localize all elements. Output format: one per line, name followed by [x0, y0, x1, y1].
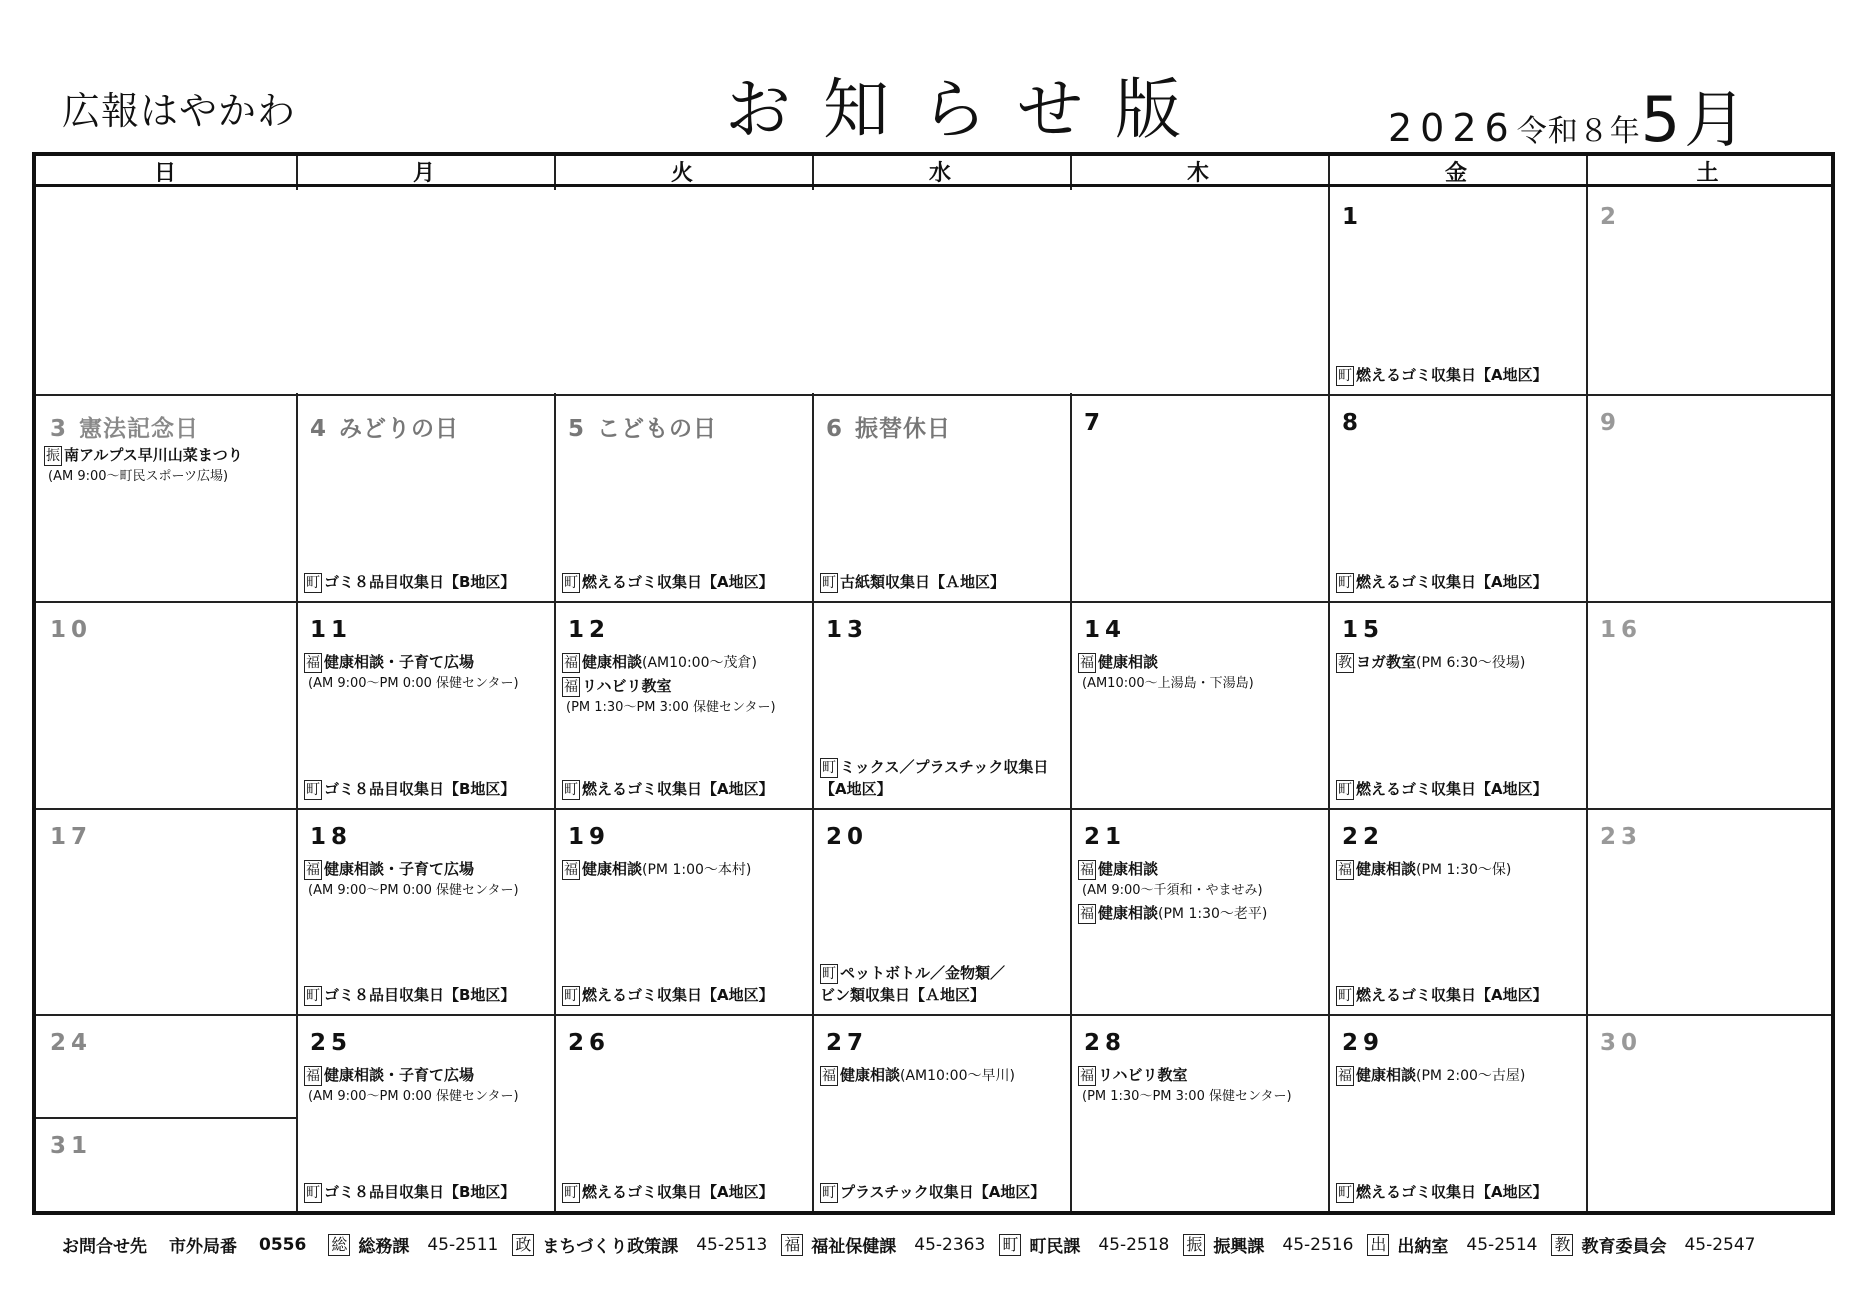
day-cell-14[interactable] [1070, 601, 1328, 808]
event-title: 健康相談・子育て広場 [324, 653, 475, 671]
contact-0 [328, 1232, 498, 1257]
event-title: 健康相談 [1356, 860, 1417, 878]
area-code-label: 市外局番 [169, 1237, 237, 1257]
weekday-saturday: 土 [1696, 160, 1721, 186]
event-title: 健康相談・子育て広場 [324, 860, 475, 878]
event-detail: (PM 6:30～役場) [1416, 655, 1526, 671]
collection-text: ペットボトル／金物類／ [840, 964, 1006, 982]
dept-tag-icon: 福 [1080, 862, 1094, 878]
dept-tag-icon: 町 [822, 1185, 836, 1201]
day-cell-11[interactable] [296, 601, 554, 808]
event-item[interactable] [1336, 1065, 1582, 1086]
page-title: お知らせ版 [725, 71, 1214, 148]
day-number: 9 [1600, 410, 1622, 436]
event-item[interactable] [44, 445, 292, 466]
weekday-friday: 金 [1444, 160, 1469, 186]
day-number: 25 [310, 1030, 353, 1056]
collection-notice [1336, 984, 1582, 1006]
dept-tag-icon: 政 [512, 1234, 534, 1256]
collection-text: 燃えるゴミ収集日【A地区】 [582, 573, 774, 591]
dept-tag-icon: 教 [1338, 655, 1352, 671]
event-title: 健康相談 [1098, 860, 1159, 878]
day-cell-7[interactable] [1070, 394, 1328, 601]
publication-name: 広報はやかわ [62, 89, 297, 133]
day-number: 10 [50, 617, 93, 643]
collection-notice [304, 778, 550, 800]
event-detail: (PM 2:00～古屋) [1416, 1068, 1526, 1084]
collection-text: 燃えるゴミ収集日【A地区】 [1356, 780, 1548, 798]
dept-tag-icon: 福 [564, 655, 578, 671]
dept-phone: 45-2547 [1684, 1234, 1756, 1255]
event-item[interactable] [304, 652, 550, 673]
contact-5 [1367, 1232, 1537, 1257]
dept-phone: 45-2518 [1098, 1234, 1170, 1255]
collection-notice [1336, 778, 1582, 800]
dept-tag-icon: 町 [306, 575, 320, 591]
event-detail: (AM10:00～茂倉) [642, 655, 757, 671]
day-number: 26 [568, 1030, 611, 1056]
event-item[interactable] [1078, 1065, 1324, 1086]
era-year: 令和８年 [1516, 114, 1641, 149]
event-item[interactable] [1078, 903, 1324, 924]
dept-tag-icon: 町 [1338, 782, 1352, 798]
day-number: 19 [568, 824, 611, 850]
dept-tag-icon: 福 [1080, 1068, 1094, 1084]
dept-name: 福祉保健課 [811, 1237, 897, 1257]
event-title: 健康相談 [582, 653, 643, 671]
dept-tag-icon: 町 [1338, 368, 1352, 384]
event-detail: (PM 1:30～保) [1416, 862, 1512, 878]
day-cell-31[interactable] [36, 1117, 296, 1211]
event-title: 健康相談 [1098, 904, 1159, 922]
dept-phone: 45-2511 [427, 1234, 499, 1255]
dept-tag-icon: 総 [328, 1234, 350, 1256]
collection-line [1336, 1181, 1582, 1203]
day-cell-3[interactable] [36, 394, 296, 601]
collection-notice [562, 571, 808, 593]
day-number: 22 [1342, 824, 1385, 850]
collection-line [820, 1181, 1066, 1203]
day-number [826, 410, 951, 443]
day-number: 14 [1084, 617, 1127, 643]
dept-phone: 45-2516 [1282, 1234, 1354, 1255]
dept-tag-icon: 町 [564, 988, 578, 1004]
event-item[interactable] [820, 1065, 1066, 1086]
collection-line [1336, 778, 1582, 800]
dept-tag-icon: 町 [306, 988, 320, 1004]
collection-notice [562, 778, 808, 800]
dept-tag-icon: 出 [1367, 1234, 1389, 1256]
event-item[interactable] [1078, 859, 1324, 880]
weekday-thursday: 木 [1186, 160, 1211, 186]
dept-tag-icon: 福 [781, 1234, 803, 1256]
dept-tag-icon: 福 [306, 655, 320, 671]
dept-tag-icon: 福 [306, 862, 320, 878]
collection-line [820, 962, 1066, 984]
dept-tag-icon: 福 [1338, 862, 1352, 878]
collection-line [304, 571, 550, 593]
collection-notice [820, 571, 1066, 593]
day-cell-6[interactable] [812, 394, 1070, 601]
day-cell-27[interactable] [812, 1014, 1070, 1211]
collection-text: 燃えるゴミ収集日【A地区】 [582, 780, 774, 798]
event-detail: (AM 9:00～PM 0:00 保健センター) [308, 676, 519, 691]
collection-text: ゴミ８品目収集日【B地区】 [324, 1183, 516, 1201]
dept-tag-icon: 福 [822, 1068, 836, 1084]
dept-name: まちづくり政策課 [542, 1237, 679, 1257]
collection-notice [304, 984, 550, 1006]
event-list [1078, 1062, 1324, 1106]
day-cell-29[interactable] [1328, 1014, 1586, 1211]
event-detail: (PM 1:30～PM 3:00 保健センター) [1082, 1089, 1292, 1104]
contact-2 [781, 1232, 985, 1257]
event-detail: (AM10:00～上湯島・下湯島) [1082, 676, 1254, 691]
day-cell-1[interactable] [1328, 188, 1586, 394]
day-number: 28 [1084, 1030, 1127, 1056]
day-number: 18 [310, 824, 353, 850]
collection-notice [304, 1181, 550, 1203]
day-number: 27 [826, 1030, 869, 1056]
collection-line [1336, 571, 1582, 593]
dept-name: 町民課 [1029, 1237, 1081, 1257]
event-title: リハビリ教室 [582, 677, 672, 695]
day-number: 23 [1600, 824, 1643, 850]
weekday-wednesday: 水 [928, 160, 953, 186]
day-number-text: 3 [50, 416, 72, 442]
weekday-tuesday: 火 [670, 160, 695, 186]
collection-text: 燃えるゴミ収集日【A地区】 [1356, 986, 1548, 1004]
event-title: 健康相談 [582, 860, 643, 878]
collection-text: ゴミ８品目収集日【B地区】 [324, 780, 516, 798]
dept-tag-icon: 町 [306, 782, 320, 798]
collection-text: 古紙類収集日【Ａ地区】 [840, 573, 1006, 591]
collection-line [562, 571, 808, 593]
collection-line [562, 1181, 808, 1203]
day-cell-19[interactable] [554, 808, 812, 1014]
dept-tag-icon: 福 [306, 1068, 320, 1084]
day-number [568, 410, 717, 443]
day-number: 7 [1084, 410, 1106, 436]
collection-line [304, 984, 550, 1006]
event-title: リハビリ教室 [1098, 1066, 1188, 1084]
day-cell-25[interactable] [296, 1014, 554, 1211]
collection-text: ゴミ８品目収集日【B地区】 [324, 573, 516, 591]
day-number: 1 [1342, 204, 1364, 230]
day-number-text: 4 [310, 416, 332, 442]
collection-notice [1336, 1181, 1582, 1203]
day-number: 20 [826, 824, 869, 850]
event-list [304, 1062, 550, 1106]
event-list [304, 856, 550, 900]
day-cell-28[interactable] [1070, 1014, 1328, 1211]
event-title: 健康相談 [1356, 1066, 1417, 1084]
event-detail: (AM 9:00～町民スポーツ広場) [48, 469, 229, 484]
event-list [562, 856, 808, 880]
event-detail: (PM 1:30～PM 3:00 保健センター) [566, 700, 776, 715]
event-item[interactable] [562, 859, 808, 880]
holiday-name: こどもの日 [597, 416, 718, 442]
day-number: 29 [1342, 1030, 1385, 1056]
calendar-grid [32, 152, 1835, 1215]
collection-line [820, 571, 1066, 593]
day-number: 21 [1084, 824, 1127, 850]
day-cell-20[interactable] [812, 808, 1070, 1014]
day-cell-24[interactable] [36, 1014, 296, 1117]
event-list [562, 649, 808, 717]
year: 2026 [1388, 106, 1517, 150]
dept-tag-icon: 福 [1080, 655, 1094, 671]
collection-text: 燃えるゴミ収集日【A地区】 [582, 1183, 774, 1201]
day-cell-2[interactable] [1586, 188, 1831, 394]
day-number: 17 [50, 824, 93, 850]
event-item[interactable] [1336, 859, 1582, 880]
dept-tag-icon: 福 [1080, 906, 1094, 922]
event-title: ヨガ教室 [1356, 653, 1417, 671]
dept-tag-icon: 振 [1183, 1234, 1205, 1256]
month-heading [1388, 70, 1750, 159]
event-list [1336, 856, 1582, 880]
collection-notice [820, 756, 1066, 800]
event-list [304, 649, 550, 693]
collection-text: ゴミ８品目収集日【B地区】 [324, 986, 516, 1004]
event-detail: (AM 9:00～PM 0:00 保健センター) [308, 1089, 519, 1104]
collection-line [562, 778, 808, 800]
event-list [820, 1062, 1066, 1086]
collection-notice [562, 1181, 808, 1203]
day-cell-21[interactable] [1070, 808, 1328, 1014]
day-cell-4[interactable] [296, 394, 554, 601]
collection-notice [304, 571, 550, 593]
day-cell-30[interactable] [1586, 1014, 1831, 1211]
collection-text: ビン類収集日【Ａ地区】 [820, 986, 986, 1004]
empty-days-area [36, 190, 1327, 393]
day-number: 2 [1600, 204, 1622, 230]
event-detail: (PM 1:30～老平) [1158, 906, 1268, 922]
dept-tag-icon: 町 [1338, 575, 1352, 591]
area-code: 0556 [259, 1234, 307, 1255]
collection-line [562, 984, 808, 1006]
collection-text: 【A地区】 [820, 780, 892, 798]
dept-phone: 45-2363 [914, 1234, 986, 1255]
collection-text: 燃えるゴミ収集日【A地区】 [582, 986, 774, 1004]
day-number: 15 [1342, 617, 1385, 643]
month: 5月 [1640, 83, 1751, 156]
dept-tag-icon: 町 [1338, 988, 1352, 1004]
day-number: 24 [50, 1030, 93, 1056]
dept-tag-icon: 教 [1551, 1234, 1573, 1256]
dept-tag-icon: 町 [822, 575, 836, 591]
day-number-text: 5 [568, 416, 590, 442]
dept-tag-icon: 町 [999, 1234, 1021, 1256]
collection-notice [820, 1181, 1066, 1203]
event-list [44, 442, 292, 486]
event-title: 南アルプス早川山菜まつり [64, 446, 243, 464]
day-number: 11 [310, 617, 353, 643]
collection-text: 燃えるゴミ収集日【A地区】 [1356, 573, 1548, 591]
collection-notice [1336, 571, 1582, 593]
collection-line [1336, 984, 1582, 1006]
collection-notice [562, 984, 808, 1006]
dept-tag-icon: 福 [564, 679, 578, 695]
dept-tag-icon: 町 [822, 760, 836, 776]
collection-line [1336, 364, 1582, 386]
event-item[interactable] [562, 676, 808, 697]
day-number: 30 [1600, 1030, 1643, 1056]
collection-line [820, 984, 1066, 1006]
day-number: 8 [1342, 410, 1364, 436]
collection-line [820, 778, 1066, 800]
holiday-name: 憲法記念日 [79, 416, 200, 442]
dept-phone: 45-2514 [1466, 1234, 1538, 1255]
day-cell-8[interactable] [1328, 394, 1586, 601]
day-number-text: 6 [826, 416, 848, 442]
dept-name: 出納室 [1397, 1237, 1449, 1257]
dept-tag-icon: 町 [564, 1185, 578, 1201]
contact-label: お問合せ先 [62, 1237, 147, 1257]
event-title: 健康相談 [840, 1066, 901, 1084]
dept-name: 教育委員会 [1581, 1237, 1667, 1257]
event-item[interactable] [1336, 652, 1582, 673]
weekday-sunday: 日 [153, 160, 178, 186]
day-cell-9[interactable] [1586, 394, 1831, 601]
weekday-monday: 月 [412, 160, 437, 186]
event-item[interactable] [304, 859, 550, 880]
dept-tag-icon: 福 [564, 862, 578, 878]
event-list [1336, 1062, 1582, 1086]
collection-text: 燃えるゴミ収集日【A地区】 [1356, 1183, 1548, 1201]
dept-name: 総務課 [358, 1237, 410, 1257]
event-list [1336, 649, 1582, 673]
contact-footer [62, 1232, 1770, 1257]
dept-name: 振興課 [1213, 1237, 1265, 1257]
day-number: 12 [568, 617, 611, 643]
dept-tag-icon: 町 [564, 575, 578, 591]
contact-6 [1551, 1232, 1755, 1257]
day-number: 31 [50, 1133, 93, 1159]
collection-line [304, 1181, 550, 1203]
event-item[interactable] [1078, 652, 1324, 673]
day-number [310, 410, 459, 443]
day-cell-5[interactable] [554, 394, 812, 601]
event-detail: (AM10:00～早川) [900, 1068, 1015, 1084]
dept-tag-icon: 町 [1338, 1185, 1352, 1201]
collection-line [820, 756, 1066, 778]
dept-tag-icon: 町 [564, 782, 578, 798]
day-cell-17[interactable] [36, 808, 296, 1014]
day-cell-23[interactable] [1586, 808, 1831, 1014]
day-cell-26[interactable] [554, 1014, 812, 1211]
contact-1 [512, 1232, 767, 1257]
contact-4 [1183, 1232, 1353, 1257]
day-cell-15[interactable] [1328, 601, 1586, 808]
collection-notice [1336, 364, 1582, 386]
dept-phone: 45-2513 [696, 1234, 768, 1255]
event-detail: (PM 1:00～本村) [642, 862, 752, 878]
collection-text: プラスチック収集日【A地区】 [840, 1183, 1046, 1201]
collection-notice [820, 962, 1066, 1006]
event-item[interactable] [562, 652, 808, 673]
day-cell-10[interactable] [36, 601, 296, 808]
event-list [1078, 856, 1324, 924]
collection-text: ミックス／プラスチック収集日 [840, 758, 1049, 776]
day-cell-13[interactable] [812, 601, 1070, 808]
collection-text: 燃えるゴミ収集日【A地区】 [1356, 366, 1548, 384]
day-cell-22[interactable] [1328, 808, 1586, 1014]
holiday-name: 振替休日 [855, 416, 952, 442]
dept-tag-icon: 町 [822, 966, 836, 982]
contact-3 [999, 1232, 1169, 1257]
event-title: 健康相談 [1098, 653, 1159, 671]
event-detail: (AM 9:00～PM 0:00 保健センター) [308, 883, 519, 898]
day-cell-16[interactable] [1586, 601, 1831, 808]
day-number: 16 [1600, 617, 1643, 643]
day-cell-18[interactable] [296, 808, 554, 1014]
day-number [50, 410, 199, 443]
day-number: 13 [826, 617, 869, 643]
day-cell-12[interactable] [554, 601, 812, 808]
holiday-name: みどりの日 [339, 416, 460, 442]
dept-tag-icon: 福 [1338, 1068, 1352, 1084]
collection-line [304, 778, 550, 800]
dept-tag-icon: 町 [306, 1185, 320, 1201]
event-title: 健康相談・子育て広場 [324, 1066, 475, 1084]
event-detail: (AM 9:00～千須和・やませみ) [1082, 883, 1263, 898]
dept-tag-icon: 振 [46, 448, 60, 464]
event-item[interactable] [304, 1065, 550, 1086]
event-list [1078, 649, 1324, 693]
